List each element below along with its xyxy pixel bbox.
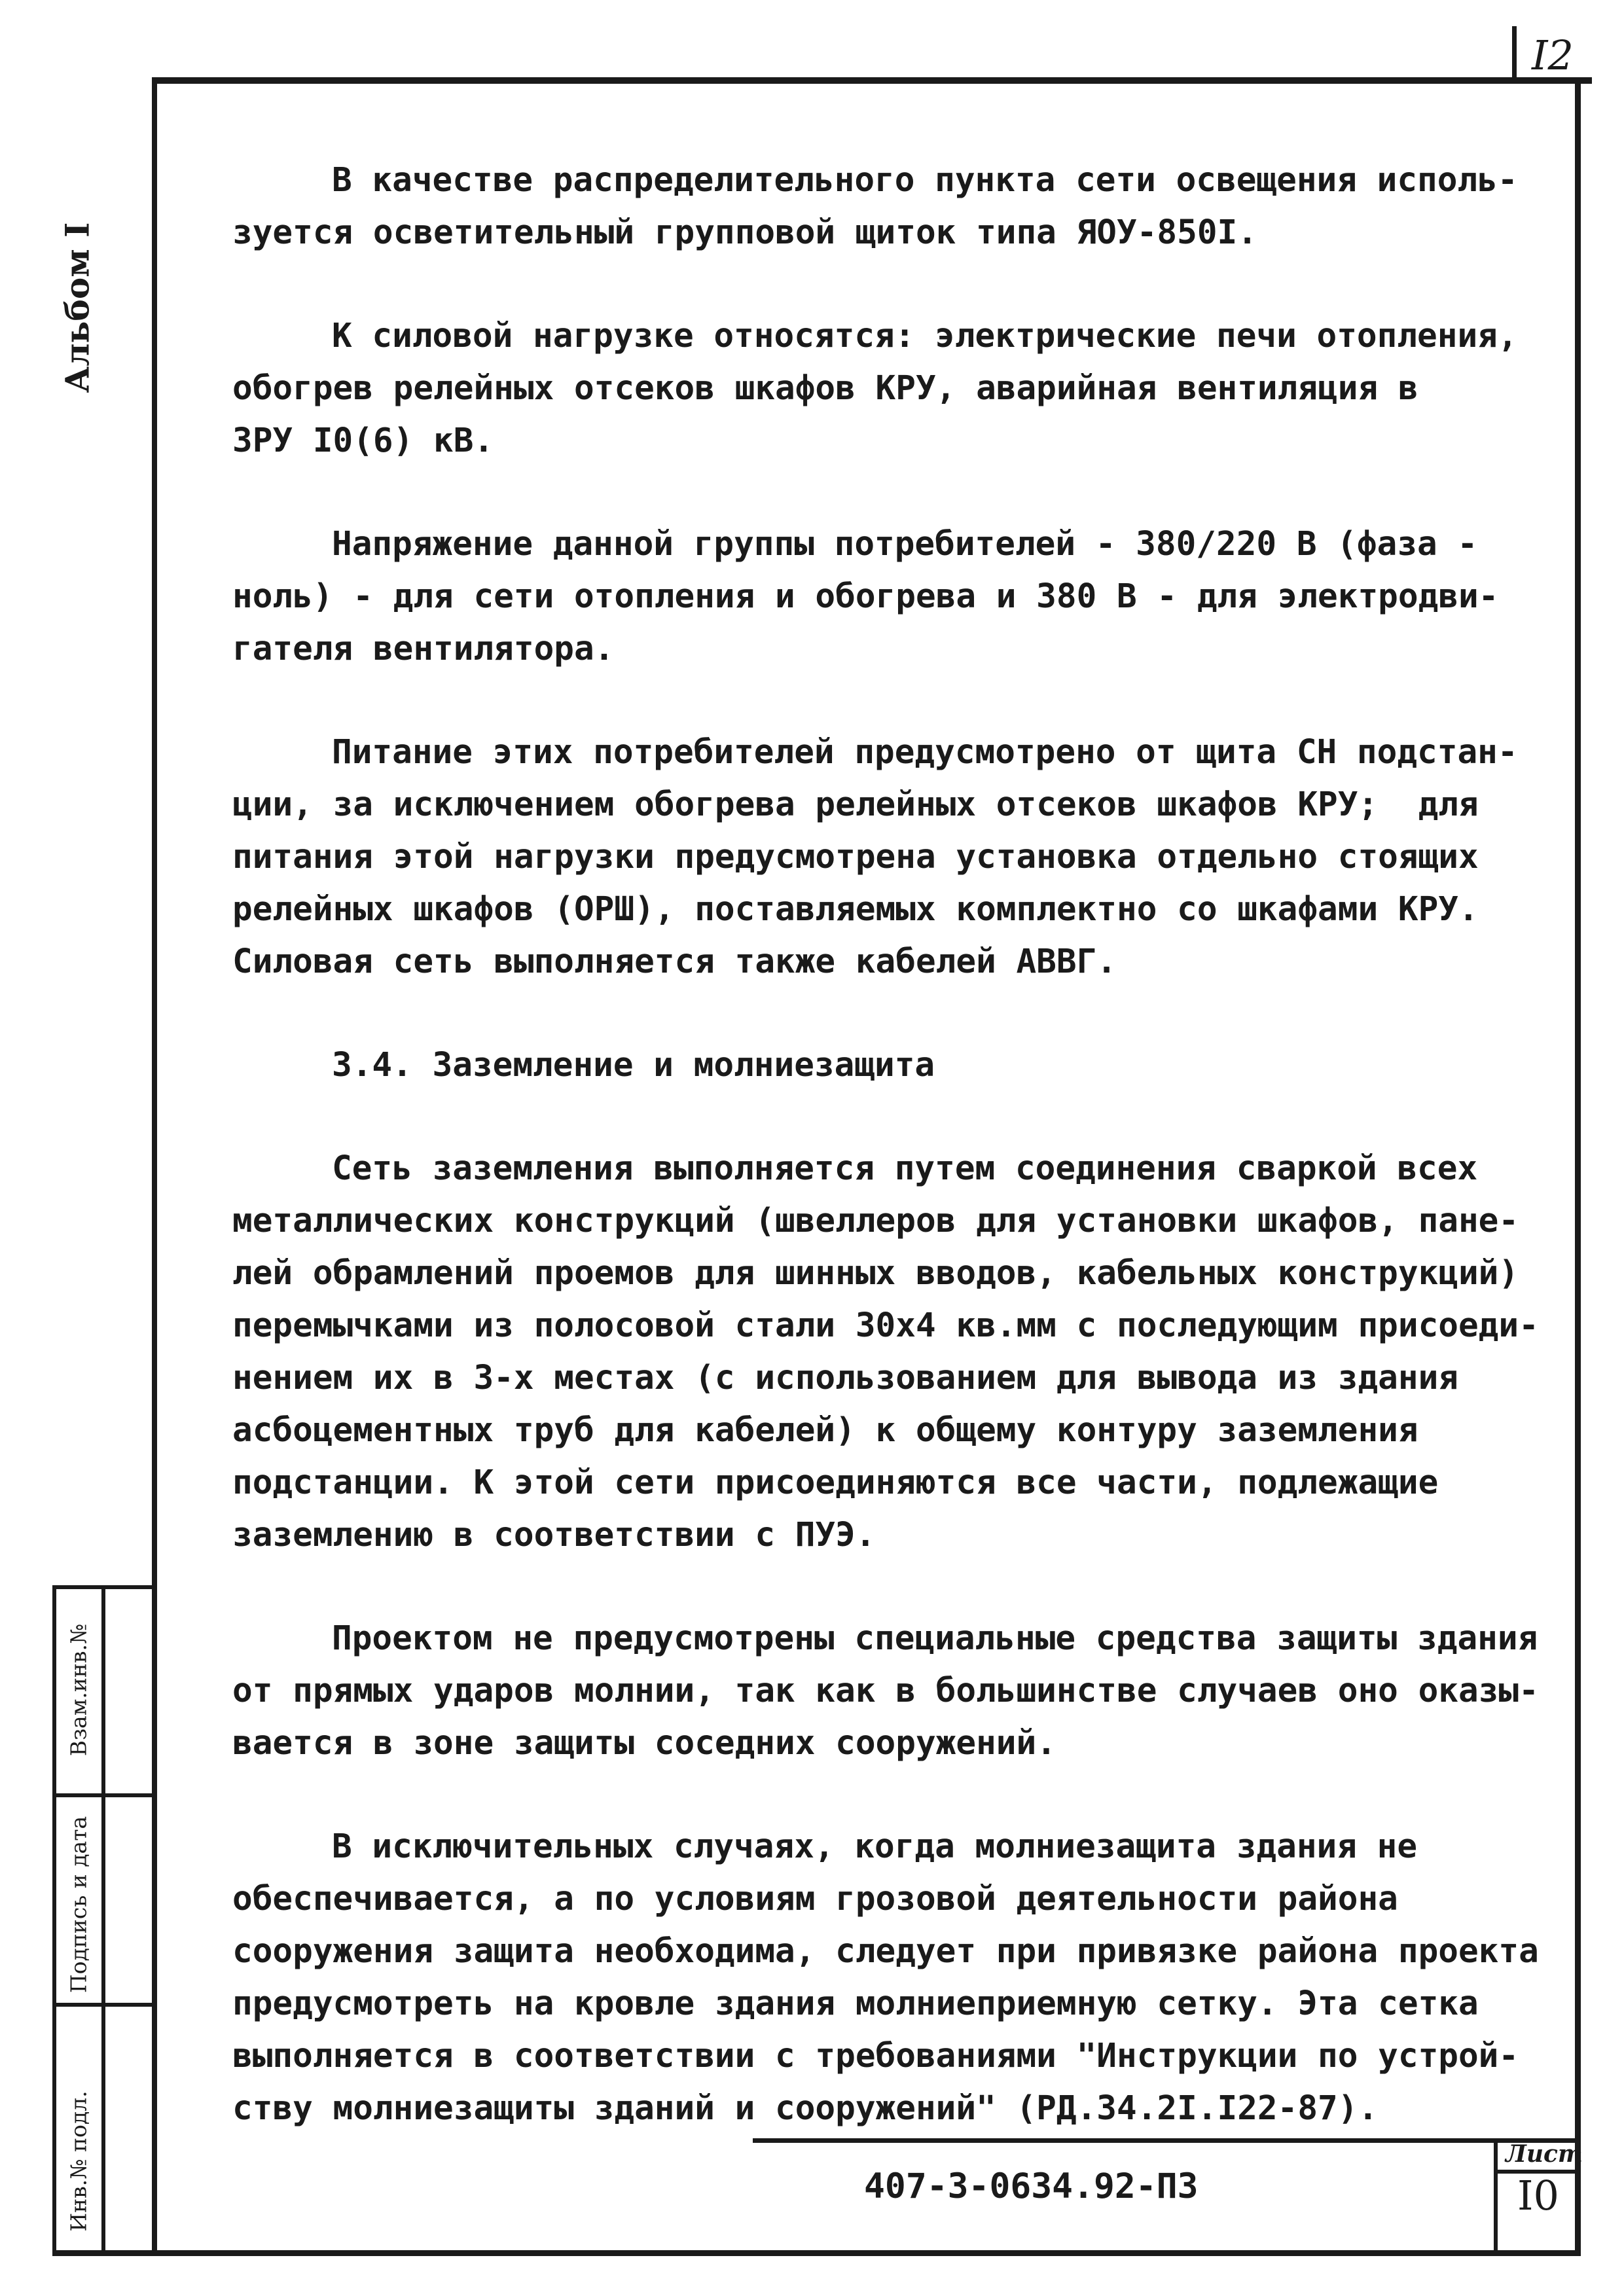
paragraph bbox=[232, 154, 1555, 259]
text-line: питания этой нагрузки предусмотрена установка отдельно стоящих bbox=[232, 838, 1479, 876]
frame-top-border bbox=[152, 77, 1592, 84]
text-line: В качестве распределительного пункта сети освещения исполь- bbox=[332, 161, 1518, 200]
stamp-divider bbox=[52, 1585, 153, 1589]
text-line: ству молниезащиты зданий и сооружений" (РД.34.2I.I22-87). bbox=[232, 2089, 1379, 2128]
footer-rule bbox=[753, 2138, 1581, 2143]
frame-right-border bbox=[1575, 77, 1581, 2255]
paragraph bbox=[232, 1821, 1555, 2135]
stamp-divider bbox=[52, 2003, 153, 2007]
text-line: ноль) - для сети отопления и обогрева и 380 В - для электродви- bbox=[232, 577, 1499, 616]
text-line: релейных шкафов (ОРШ), поставляемых комплектно со шкафами КРУ. bbox=[232, 890, 1479, 929]
side-stamp bbox=[52, 1585, 153, 2255]
text-line: Напряжение данной группы потребителей - 380/220 В (фаза - bbox=[332, 525, 1478, 564]
sheet-label: Лист bbox=[1506, 2140, 1583, 2168]
text-line: нением их в 3-х местах (с использованием для вывода из здания bbox=[232, 1359, 1458, 1397]
paragraph bbox=[232, 310, 1555, 467]
frame-bottom-border bbox=[52, 2250, 1581, 2256]
text-line: металлических конструкций (швеллеров для установки шкафов, пане- bbox=[232, 1202, 1519, 1240]
paragraph bbox=[232, 1613, 1555, 1770]
text-line: обеспечивается, а по условиям грозовой деятельности района bbox=[232, 1880, 1398, 1918]
text-line: ции, за исключением обогрева релейных отсеков шкафов КРУ; для bbox=[232, 785, 1479, 824]
text-line: обогрев релейных отсеков шкафов КРУ, аварийная вентиляция в bbox=[232, 369, 1418, 408]
text-line: заземлению в соответствии с ПУЭ. bbox=[232, 1516, 876, 1554]
paragraph bbox=[232, 518, 1555, 675]
text-line: Проектом не предусмотрены специальные средства защиты здания bbox=[332, 1619, 1538, 1658]
footer-sheet-divider bbox=[1494, 2138, 1498, 2256]
text-line: гателя вентилятора. bbox=[232, 630, 615, 668]
text-line: сооружения защита необходима, следует при привязке района проекта bbox=[232, 1932, 1539, 1971]
text-line: Сеть заземления выполняется путем соединения сваркой всех bbox=[332, 1149, 1478, 1188]
document-code: 407-3-0634.92-ПЗ bbox=[864, 2166, 1199, 2206]
text-line: предусмотреть на кровле здания молниеприемную сетку. Эта сетка bbox=[232, 1984, 1479, 2023]
text-line: лей обрамлений проемов для шинных вводов, кабельных конструкций) bbox=[232, 1254, 1519, 1293]
paragraph bbox=[232, 1143, 1555, 1562]
paragraph bbox=[232, 726, 1555, 988]
text-line: подстанции. К этой сети присоединяются все части, подлежащие bbox=[232, 1463, 1439, 1502]
document-body bbox=[232, 154, 1555, 2186]
sheet-number: I0 bbox=[1517, 2172, 1559, 2219]
album-label: Альбом I bbox=[58, 222, 97, 393]
page-number: I2 bbox=[1532, 31, 1574, 79]
text-line: асбоцементных труб для кабелей) к общему контуру заземления bbox=[232, 1411, 1418, 1450]
text-line: выполняется в соответствии с требованиями "Инструкции по устрой- bbox=[232, 2037, 1519, 2075]
text-line: К силовой нагрузке относятся: электрические печи отопления, bbox=[332, 317, 1518, 355]
text-line: вается в зоне защиты соседних сооружений. bbox=[232, 1724, 1056, 1763]
stamp-label-vzam-inv: Взам.инв.№ bbox=[65, 1623, 92, 1757]
text-line: зуется осветительный групповой щиток типа ЯОУ-850I. bbox=[232, 213, 1257, 252]
stamp-divider bbox=[52, 1793, 153, 1797]
text-line: В исключительных случаях, когда молниезащита здания не bbox=[332, 1827, 1418, 1866]
section-heading: 3.4. Заземление и молниезащита bbox=[332, 1046, 935, 1085]
stamp-inner-line bbox=[101, 1585, 105, 2255]
stamp-left-line bbox=[52, 1585, 56, 2255]
text-line: Питание этих потребителей предусмотрено от щита СН подстан- bbox=[332, 733, 1518, 772]
text-line: Силовая сеть выполняется также кабелей АВВГ. bbox=[232, 942, 1117, 981]
text-line: от прямых ударов молнии, так как в большинстве случаев оно оказы- bbox=[232, 1672, 1539, 1710]
text-line: перемычками из полосовой стали 30х4 кв.мм с последующим присоеди- bbox=[232, 1306, 1539, 1345]
corner-tick bbox=[1512, 26, 1517, 84]
stamp-label-inv-podl: Инв.№ подл. bbox=[65, 2090, 92, 2232]
text-line: ЗРУ I0(6) кВ. bbox=[232, 422, 494, 460]
stamp-label-signature-date: Подпись и дата bbox=[65, 1816, 92, 1994]
